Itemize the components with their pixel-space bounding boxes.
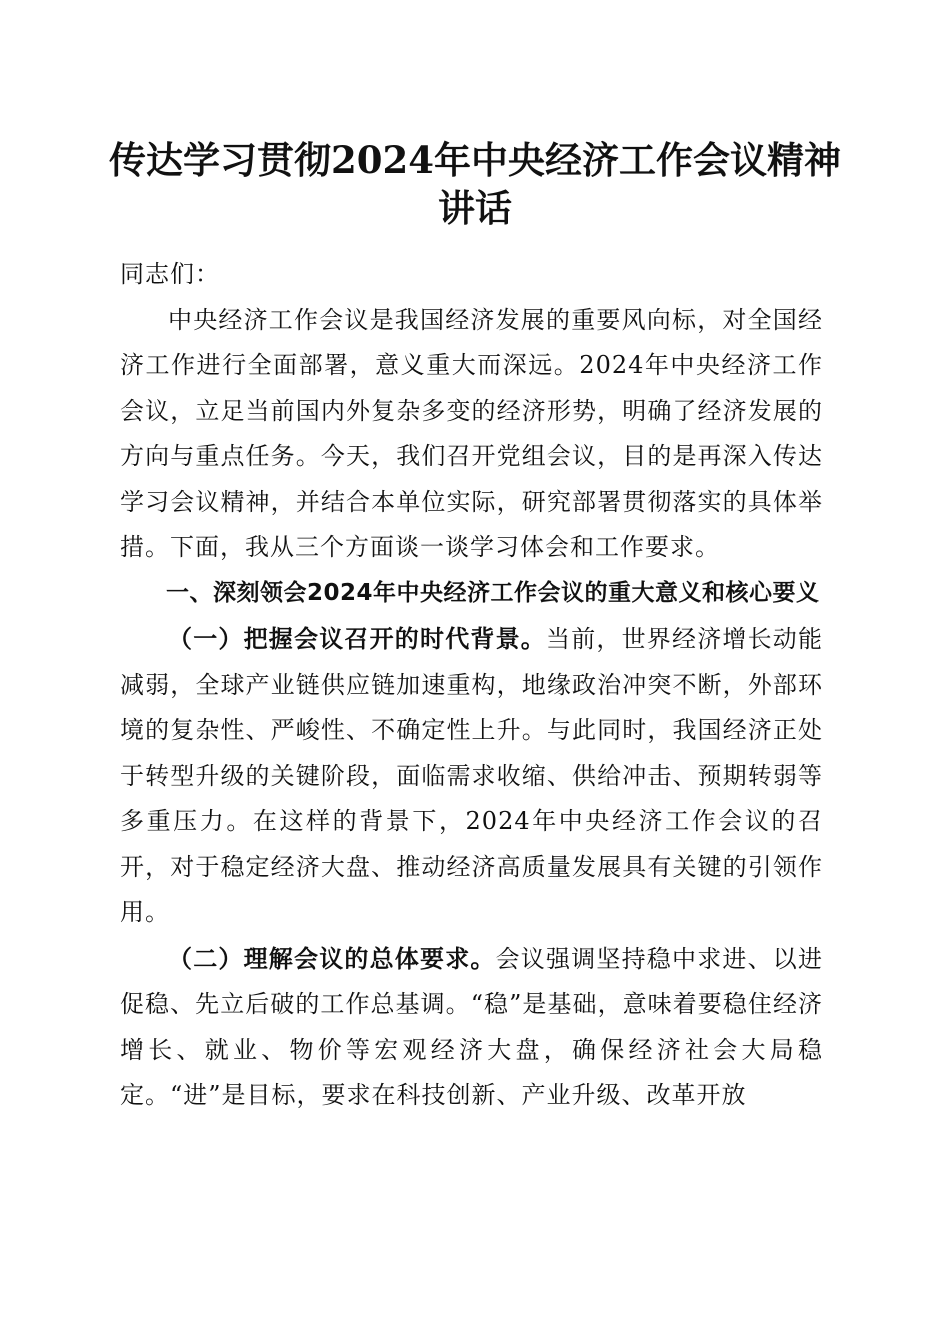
document-body [120,252,823,1119]
subsection-text-1: 当前，世界经济增长动能减弱，全球产业链供应链加速重构，地缘政治冲突不断，外部环境的复杂性、严峻性、不确定性上升。与此同时，我国经济正处于转型升级的关键阶段，面临需求收缩、供给冲击、预期转弱等多重压力。在这样的背景下，2024年中央经济工作会议的召开，对于稳定经济大盘、推动经济高质量发展具有关键的引领作用。 [120,625,823,926]
intro-paragraph: 中央经济工作会议是我国经济发展的重要风向标，对全国经济工作进行全面部署，意义重大而深远。2024年中央经济工作会议，立足当前国内外复杂多变的经济形势，明确了经济发展的方向与重点任务。今天，我们召开党组会议，目的是再深入传达学习会议精神，并结合本单位实际，研究部署贯彻落实的具体举措。下面，我从三个方面谈一谈学习体会和工作要求。 [120,305,823,561]
subsection-paragraph-1 [120,616,823,936]
section-heading-1: 一、深刻领会2024年中央经济工作会议的重大意义和核心要义 [166,579,820,606]
salutation: 同志们： [120,260,220,288]
subsection-lead-1: （一）把握会议召开的时代背景。 [168,624,546,653]
subsection-text-2: 会议强调坚持稳中求进、以进促稳、先立后破的工作总基调。“稳”是基础，意味着要稳住经济增长、就业、物价等宏观经济大盘，确保经济社会大局稳定。“进”是目标，要求在科技创新、产业升级、改革开放 [120,944,824,1109]
document-title: 传达学习贯彻2024年中央经济工作会议精神讲话 [109,138,841,230]
subsection-lead-2: （二）理解会议的总体要求。 [168,943,496,973]
subsection-paragraph-2 [120,936,823,1119]
